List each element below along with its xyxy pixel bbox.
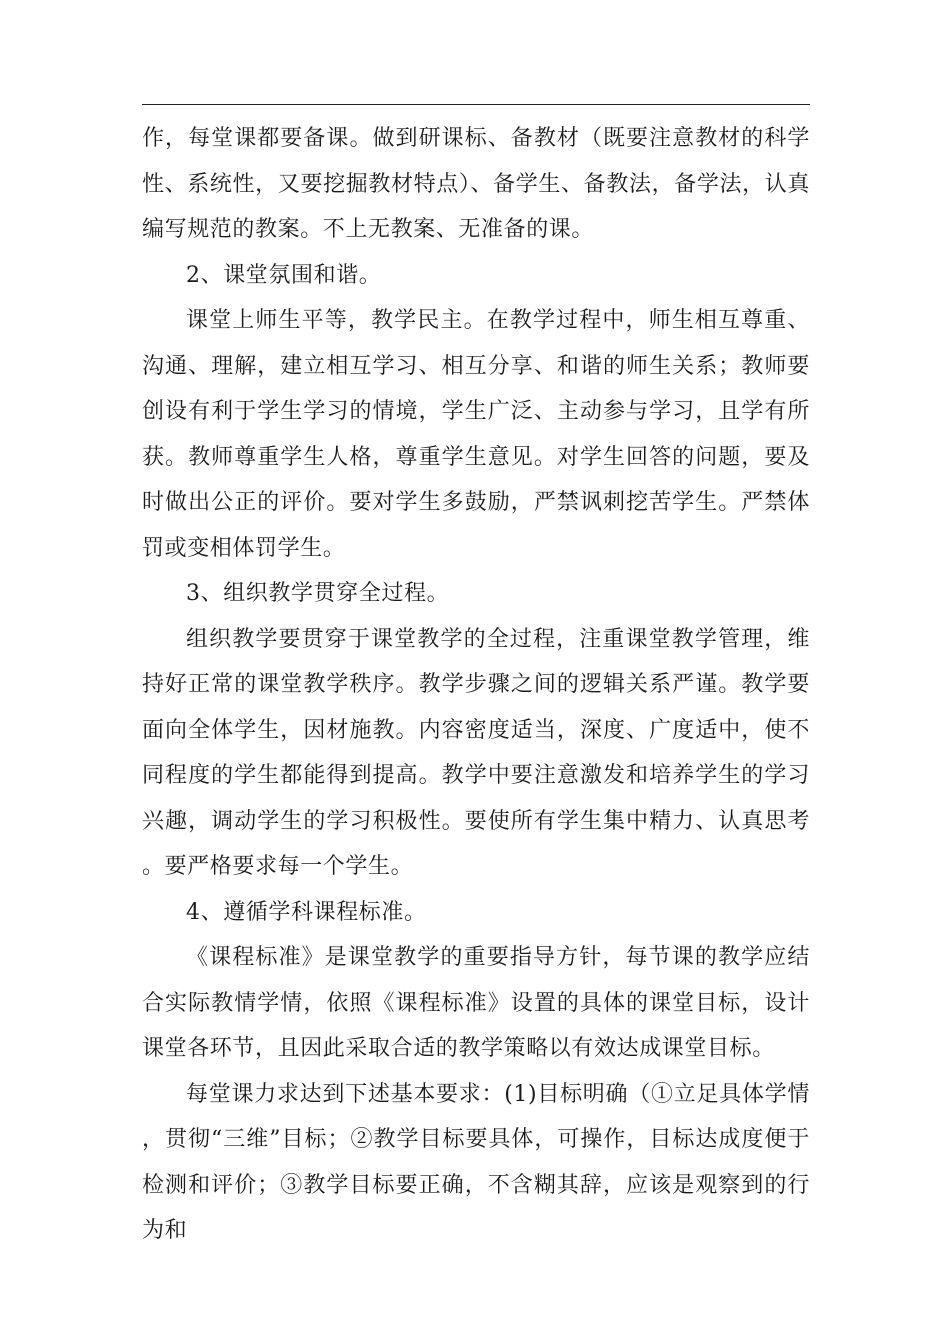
header-rule [142,104,810,105]
heading-classroom-atmosphere: 2、课堂氛围和谐。 [186,262,382,288]
paragraph-basic-requirements: 每堂课力求达到下述基本要求：(1)目标明确（①立足具体学情，贯彻“三维”目标；②教学目标要具体，可操作，目标达成度便于检测和评价；③教学目标要正确，不含糊其辞，应该是观察到的行为和 [142,1081,810,1243]
paragraph-lesson-prep: 作，每堂课都要备课。做到研课标、备教材（既要注意教材的科学性、系统性，又要挖掘教材特点）、备学生、备教法，备学法，认真编写规范的教案。不上无教案、无准备的课。 [142,126,810,242]
paragraph-classroom-atmosphere: 课堂上师生平等，教学民主。在教学过程中，师生相互尊重、沟通、理解，建立相互学习、相互分享、和谐的师生关系；教师要创设有利于学生学习的情境，学生广泛、主动参与学习，且学有所获。教师尊重学生人格，尊重学生意见。对学生回答的问题，要及时做出公正的评价。要对学生多鼓励，严禁讽刺挖苦学生。严禁体罚或变相体罚学生。 [142,308,810,561]
paragraph-organize-teaching: 组织教学要贯穿于课堂教学的全过程，注重课堂教学管理，维持好正常的课堂教学秩序。教学步骤之间的逻辑关系严谨。教学要面向全体学生，因材施教。内容密度适当，深度、广度适中，使不同程度的学生都能得到提高。教学中要注意激发和培养学生的学习兴趣，调动学生的学习积极性。要使所有学生集中精力、认真思考。要严格要求每一个学生。 [142,626,810,879]
heading-curriculum-standard: 4、遵循学科课程标准。 [186,899,427,925]
document-body [142,116,810,1254]
heading-organize-teaching: 3、组织教学贯穿全过程。 [186,581,450,606]
paragraph-curriculum-standard: 《课程标准》是课堂教学的重要指导方针，每节课的教学应结合实际教情学情，依照《课程标准》设置的具体的课堂目标，设计课堂各环节，且因此采取合适的教学策略以有效达成课堂目标。 [142,945,810,1061]
